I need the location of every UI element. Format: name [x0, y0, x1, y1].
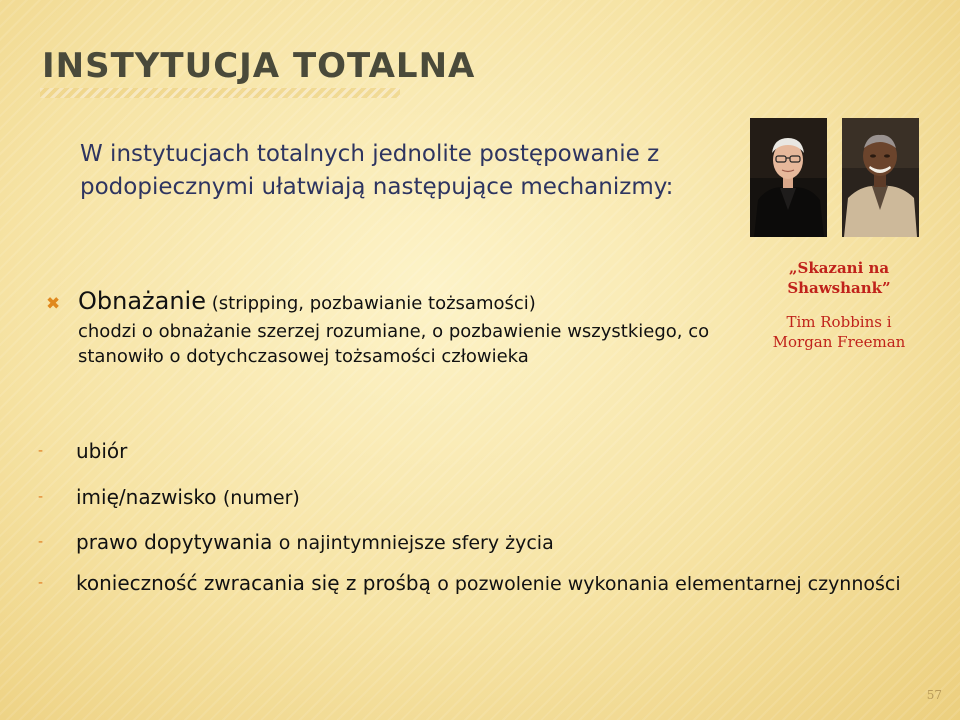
list-item-rest: o najintymniejsze sfery życia	[278, 532, 554, 554]
portrait-icon	[750, 118, 827, 237]
photo-caption	[760, 258, 918, 352]
list-item	[38, 570, 918, 597]
page-number: 57	[926, 688, 942, 702]
list-item-rest: o pozwolenie wykonania elementarnej czynności	[437, 573, 901, 595]
bullet-term: Obnażanie	[78, 287, 206, 315]
slide-title: INSTYTUCJA TOTALNA	[42, 46, 476, 86]
bullet-term-note: (stripping, pozbawianie tożsamości)	[211, 293, 536, 314]
dash-bullet-icon: -	[38, 443, 44, 459]
x-mark-bullet-icon: ✖	[46, 294, 61, 314]
intro-text: W instytucjach totalnych jednolite postępowanie z podopiecznymi ułatwiają następujące mechanizmy:	[80, 141, 674, 200]
list-item-term: ubiór	[76, 439, 128, 463]
dash-list	[38, 438, 918, 597]
dash-bullet-icon: -	[38, 575, 44, 591]
list-item	[38, 529, 918, 556]
main-bullet	[46, 286, 766, 369]
bullet-description: chodzi o obnażanie szerzej rozumiane, o pozbawienie wszystkiego, co stanowiło o dotychczasowej tożsamości człowieka	[78, 321, 710, 367]
list-item	[38, 438, 918, 464]
list-item-rest: (numer)	[222, 487, 300, 509]
list-item	[38, 484, 918, 511]
list-item-term: imię/nazwisko	[76, 485, 217, 509]
list-item-term: prawo dopytywania	[76, 530, 273, 554]
list-item-term: konieczność zwracania się z prośbą	[76, 571, 431, 595]
dash-bullet-icon: -	[38, 489, 44, 505]
photo-morgan-freeman	[842, 118, 919, 237]
actors-names: Tim Robbins i Morgan Freeman	[772, 313, 906, 351]
movie-title: „Skazani na Shawshank”	[787, 259, 891, 297]
dash-bullet-icon: -	[38, 534, 44, 550]
portrait-icon	[842, 118, 919, 237]
photo-tim-robbins	[750, 118, 827, 237]
title-decoration	[40, 88, 400, 98]
